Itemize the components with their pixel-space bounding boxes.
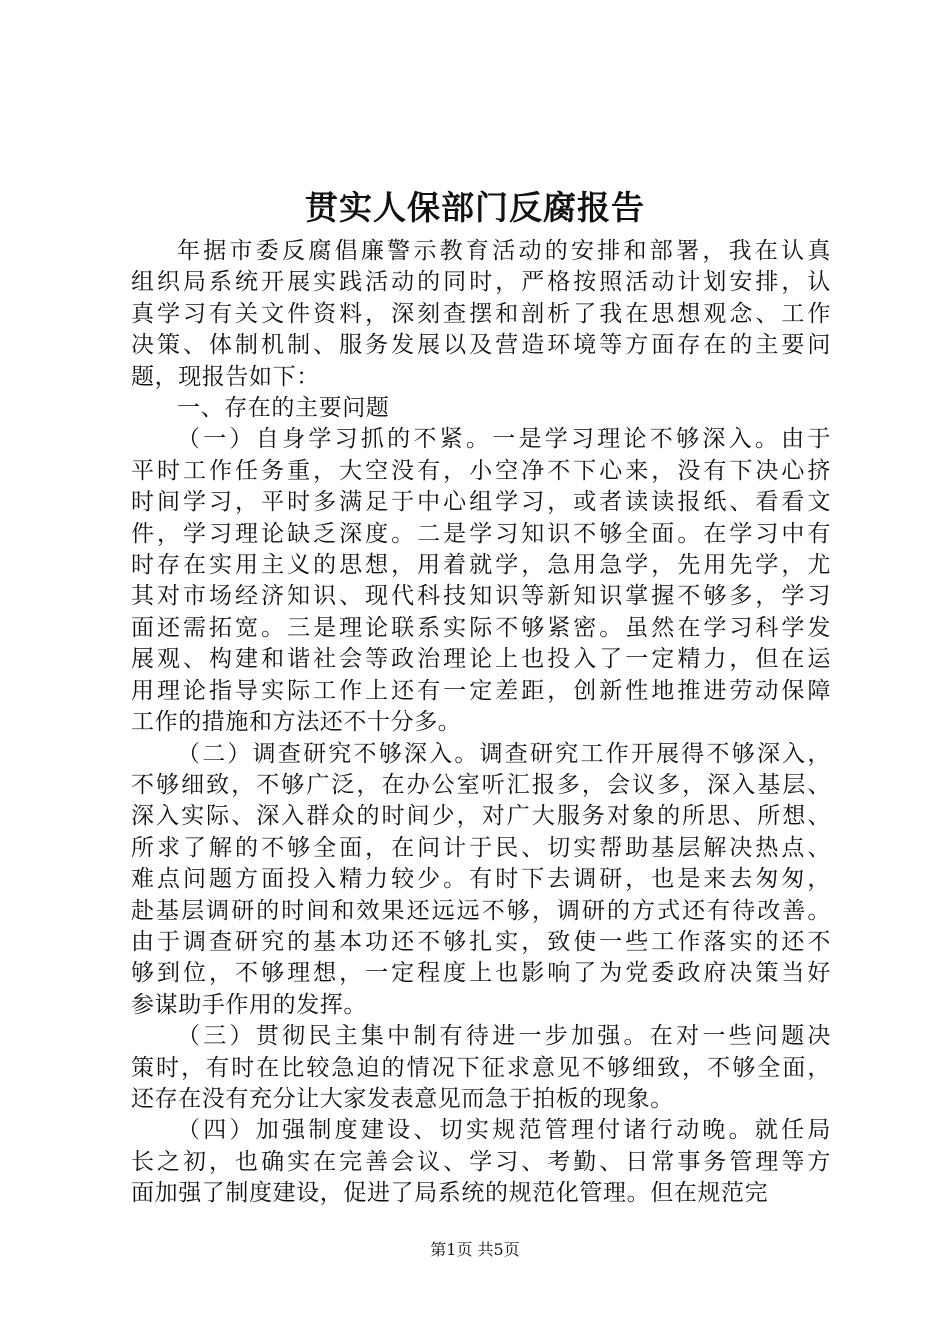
text-line: （一）自身学习抓的不紧。一是学习理论不够深入。由于 (177, 426, 831, 453)
text-line: 长之初，也确实在完善会议、学习、考勤、日常事务管理等方 (131, 1148, 831, 1175)
document-body (131, 236, 831, 1210)
text-line: 其对市场经济知识、现代科技知识等新知识掌握不够多，学习 (131, 583, 831, 610)
text-line: 平时工作任务重，大空没有，小空净不下心来，没有下决心挤 (131, 457, 831, 484)
text-line: 参谋助手作用的发挥。 (131, 991, 367, 1018)
text-line: 决策、体制机制、服务发展以及营造环境等方面存在的主要问 (131, 332, 831, 359)
text-line: 组织局系统开展实践活动的同时，严格按照活动计划安排，认 (131, 269, 831, 296)
text-line: 题，现报告如下： (131, 363, 320, 390)
document-title: 贯实人保部门反腐报告 (305, 188, 645, 227)
text-line: 策时，有时在比较急迫的情况下征求意见不够细致，不够全面， (131, 1054, 831, 1081)
body-paragraph (131, 393, 831, 424)
page-footer: 第1页 共5页 (430, 1240, 520, 1259)
text-line: 时存在实用主义的思想，用着就学，急用急学，先用先学，尤 (131, 552, 831, 579)
text-line: 年据市委反腐倡廉警示教育活动的安排和部署，我在认真 (177, 238, 831, 264)
text-line: 一、存在的主要问题 (177, 395, 390, 422)
body-paragraph (131, 1115, 831, 1209)
body-paragraph (131, 236, 831, 393)
text-line: 真学习有关文件资料，深刻查摆和剖析了我在思想观念、工作 (131, 300, 831, 327)
text-line: 所求了解的不够全面，在问计于民、切实帮助基层解决热点、 (131, 834, 831, 861)
text-line: 深入实际、深入群众的时间少，对广大服务对象的所思、所想、 (131, 803, 831, 830)
text-line: 够到位，不够理想，一定程度上也影响了为党委政府决策当好 (131, 960, 831, 987)
text-line: 件，学习理论缺乏深度。二是学习知识不够全面。在学习中有 (131, 520, 831, 547)
text-line: 面加强了制度建设，促进了局系统的规范化管理。但在规范完 (131, 1180, 769, 1207)
text-line: 赴基层调研的时间和效果还远远不够，调研的方式还有待改善。 (131, 897, 831, 924)
text-line: 工作的措施和方法还不十分多。 (131, 709, 462, 736)
body-paragraph (131, 739, 831, 1022)
text-line: （四）加强制度建设、切实规范管理付诸行动晚。就任局 (177, 1117, 831, 1144)
text-line: 不够细致，不够广泛，在办公室听汇报多，会议多，深入基层、 (131, 771, 831, 798)
text-line: （三）贯彻民主集中制有待进一步加强。在对一些问题决 (177, 1023, 831, 1050)
text-line: 面还需拓宽。三是理论联系实际不够紧密。虽然在学习科学发 (131, 614, 831, 641)
text-line: （二）调查研究不够深入。调查研究工作开展得不够深入， (177, 740, 831, 767)
text-line: 难点问题方面投入精力较少。有时下去调研，也是来去匆匆， (131, 866, 831, 893)
text-line: 用理论指导实际工作上还有一定差距，创新性地推进劳动保障 (131, 677, 831, 704)
text-line: 还存在没有充分让大家发表意见而急于拍板的现象。 (131, 1085, 674, 1112)
body-paragraph (131, 424, 831, 738)
text-line: 时间学习，平时多满足于中心组学习，或者读读报纸、看看文 (131, 489, 831, 516)
text-line: 展观、构建和谐社会等政治理论上也投入了一定精力，但在运 (131, 646, 831, 673)
text-line: 由于调查研究的基本功还不够扎实，致使一些工作落实的还不 (131, 928, 831, 955)
body-paragraph (131, 1021, 831, 1115)
